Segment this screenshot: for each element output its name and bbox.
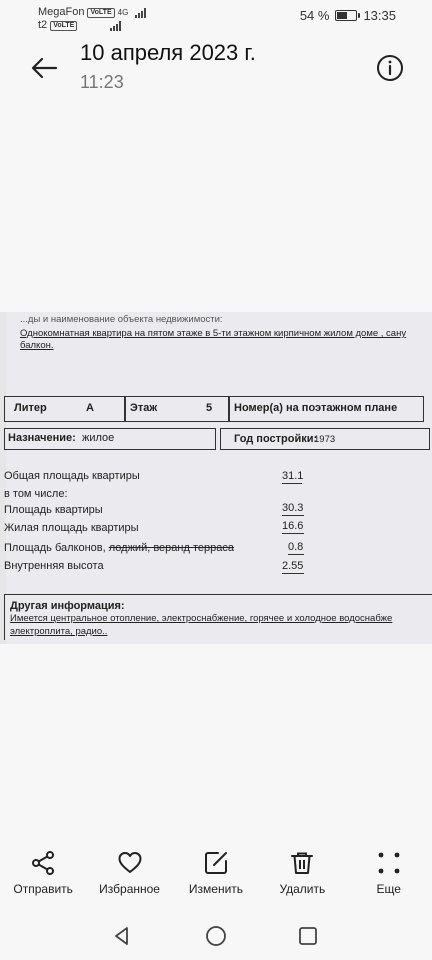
- back-button[interactable]: [24, 48, 64, 88]
- ceiling-height-label: Внутренняя высота: [4, 560, 104, 572]
- nav-home-button[interactable]: [204, 924, 228, 948]
- total-area-value: 31.1: [282, 470, 304, 482]
- liter-label: Литер: [14, 402, 47, 414]
- triangle-back-icon: [112, 926, 132, 946]
- balcony-area-value: 0.8: [288, 541, 304, 553]
- delete-button[interactable]: [262, 850, 342, 910]
- living-area-label: Жилая площадь квартиры: [4, 522, 139, 534]
- carrier-info: [38, 6, 146, 32]
- year-label: Год постройки:: [234, 433, 318, 445]
- edit-button[interactable]: [176, 850, 256, 910]
- page-title: 10 апреля 2023 г.: [80, 40, 256, 65]
- edit-icon: [203, 850, 229, 876]
- header: [0, 34, 432, 104]
- more-label: Еще: [376, 882, 401, 896]
- document-photo[interactable]: [0, 312, 432, 644]
- document-paper: [6, 312, 432, 644]
- total-area-label: Общая площадь квартиры: [4, 470, 140, 482]
- status-bar: [0, 0, 432, 34]
- favorite-label: Избранное: [99, 882, 160, 896]
- signal-icon-1: [135, 8, 146, 18]
- battery-fill: [337, 12, 346, 19]
- liter-table-divider-1: [124, 396, 126, 422]
- purpose-label: Назначение:: [8, 432, 76, 444]
- ceiling-height-value: 2.55: [282, 560, 304, 572]
- info-icon: [376, 54, 404, 82]
- edit-label: Изменить: [188, 882, 244, 896]
- battery-percent: 54 %: [299, 8, 330, 23]
- share-button[interactable]: [3, 850, 83, 910]
- balcony-label-struck: лоджий, веранд терраса: [108, 542, 234, 554]
- share-icon: [30, 850, 56, 876]
- network-type: 4G: [117, 8, 129, 17]
- info-button[interactable]: [370, 48, 410, 88]
- more-icon: [376, 850, 402, 876]
- more-button[interactable]: [349, 850, 429, 910]
- trash-icon: [289, 850, 315, 876]
- including-label: в том числе:: [4, 488, 68, 500]
- balcony-label-main: Площадь балконов,: [4, 542, 109, 554]
- doc-description-line1: Однокомнатная квартира на пятом этаже в 5-ти этажном кирпичном жилом доме , сану: [20, 328, 407, 339]
- clock: 13:35: [363, 8, 396, 23]
- circle-home-icon: [205, 925, 227, 947]
- bottom-toolbar: [0, 850, 432, 910]
- status-right: [300, 8, 396, 23]
- battery-icon: [335, 10, 357, 21]
- apartment-area-label: Площадь квартиры: [4, 504, 103, 516]
- arrow-left-icon: [30, 56, 58, 80]
- floor-value: 5: [206, 402, 213, 414]
- living-area-value: 16.6: [282, 520, 304, 532]
- volte-badge-1: VoLTE: [87, 8, 114, 18]
- nav-back-button[interactable]: [110, 924, 134, 948]
- volte-badge-2: VoLTE: [50, 21, 77, 31]
- doc-heading-line: ...ды и наименование объекта недвижимости:: [20, 314, 223, 325]
- other-info-line2: электроплита, радио..: [10, 626, 108, 637]
- heart-icon: [117, 850, 143, 876]
- balcony-area-label: [4, 542, 234, 554]
- system-nav-bar: [0, 916, 432, 956]
- square-recents-icon: [298, 926, 318, 946]
- signal-icon-2: [110, 21, 121, 31]
- carrier-name-2: t2: [38, 19, 48, 31]
- nav-recents-button[interactable]: [296, 924, 320, 948]
- favorite-button[interactable]: [90, 850, 170, 910]
- liter-value: А: [86, 402, 94, 414]
- liter-table-divider-2: [228, 396, 230, 422]
- share-label: Отправить: [13, 882, 73, 896]
- other-info-line1: Имеется центральное отопление, электроснабжение, горячее и холодное водоснабже: [10, 613, 393, 624]
- year-value: 1973: [314, 434, 336, 445]
- floor-plan-numbers-label: Номер(а) на поэтажном плане: [234, 402, 398, 414]
- page-subtitle-time: 11:23: [80, 72, 124, 92]
- purpose-value: жилое: [82, 432, 115, 444]
- doc-description-line2: балкон.: [20, 340, 54, 351]
- carrier-name-1: MegaFon: [38, 6, 85, 18]
- other-info-title: Другая информация:: [10, 600, 125, 612]
- delete-label: Удалить: [279, 882, 326, 896]
- apartment-area-value: 30.3: [282, 502, 304, 514]
- floor-label: Этаж: [130, 402, 158, 414]
